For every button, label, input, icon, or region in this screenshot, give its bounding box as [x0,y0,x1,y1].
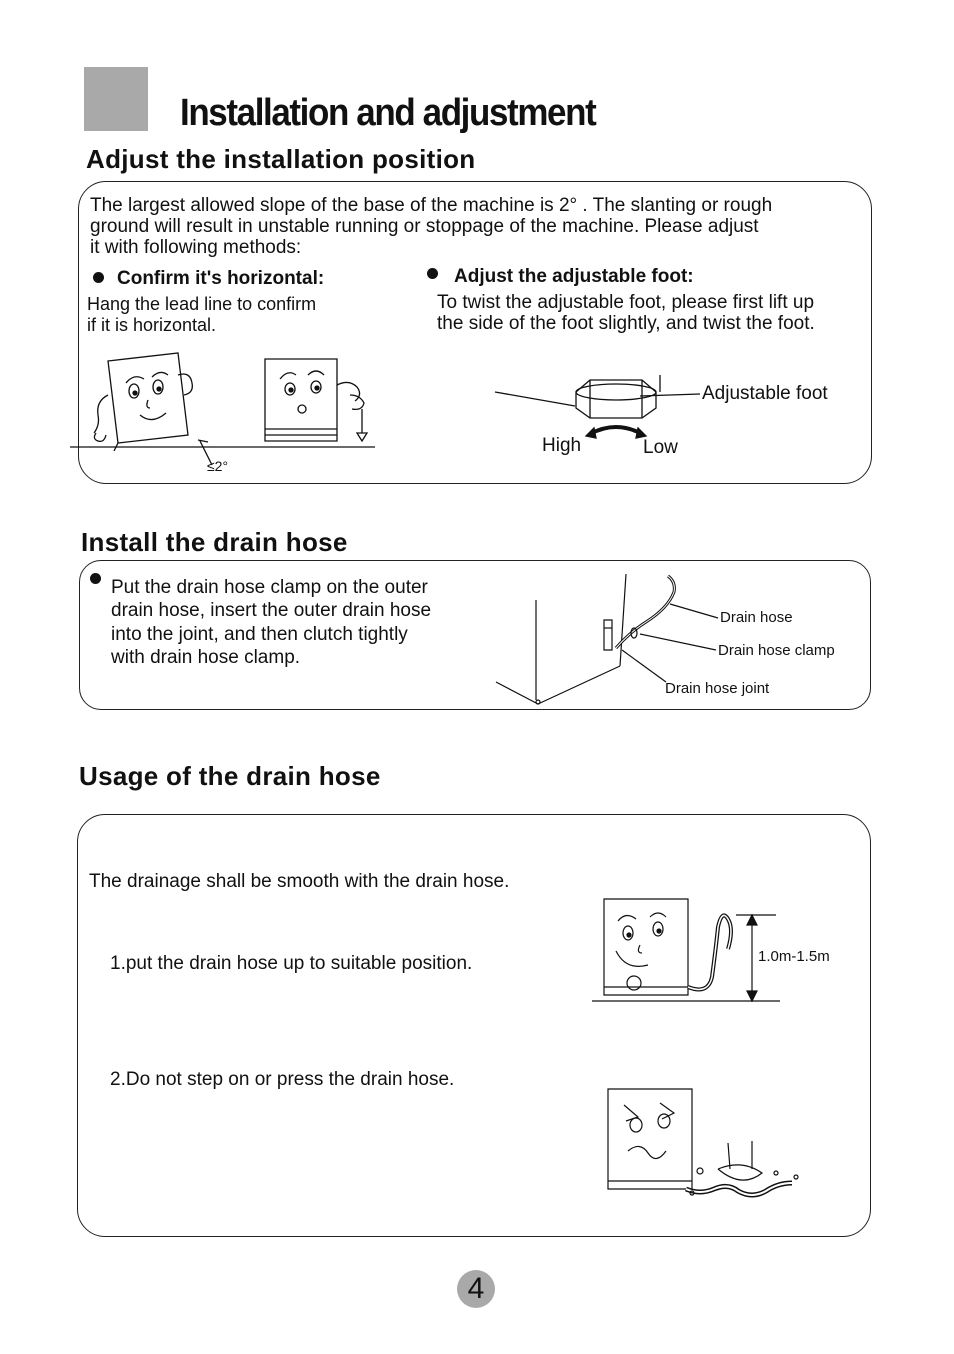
intro-line-3: it with following methods: [90,237,302,258]
section-heading-usage-drain-hose: Usage of the drain hose [79,761,381,791]
drain-install-line-2: drain hose, insert the outer drain hose [111,600,432,621]
intro-line-1: The largest allowed slope of the base of the machine is 2° . The slanting or rough [90,195,773,216]
high-label: High [542,435,582,456]
drain-hose-clamp-label: Drain hose clamp [718,642,835,659]
section-heading-adjust-position: Adjust the installation position [86,144,476,174]
drain-hose-label: Drain hose [720,609,793,626]
page-number: 4 [457,1270,495,1308]
hose-height-label: 1.0m-1.5m [758,948,830,965]
drain-hose-joint-label: Drain hose joint [665,680,770,697]
adjustable-foot-label: Adjustable foot [702,383,828,404]
bullet-dot [90,573,101,584]
method-horizontal-line-2: if it is horizontal. [87,315,217,335]
bullet-dot [427,268,438,279]
page-title: Installation and adjustment [180,92,596,134]
method-foot-line-2: the side of the foot slightly, and twist the foot. [437,313,815,334]
usage-intro: The drainage shall be smooth with the drain hose. [89,871,510,892]
angle-label: ≤2° [207,458,229,474]
stepped-hose-illustration [600,1085,815,1210]
usage-item-1: 1.put the drain hose up to suitable position. [110,953,473,974]
drain-install-line-4: with drain hose clamp. [111,647,301,668]
drain-install-line-1: Put the drain hose clamp on the outer [111,577,428,598]
drain-install-line-3: into the joint, and then clutch tightly [111,624,408,645]
section-heading-install-drain-hose: Install the drain hose [81,527,348,557]
low-label: Low [643,437,678,458]
intro-line-2: ground will result in unstable running or stoppage of the machine. Please adjust [90,216,759,237]
method-foot-line-1: To twist the adjustable foot, please first lift up [437,292,815,313]
header-gray-square [84,67,148,131]
usage-item-2: 2.Do not step on or press the drain hose. [110,1069,455,1090]
method-foot-title: Adjust the adjustable foot: [454,266,694,287]
method-horizontal-line-1: Hang the lead line to confirm [87,294,317,314]
method-horizontal-title: Confirm it's horizontal: [117,268,325,289]
bullet-dot [93,272,104,283]
